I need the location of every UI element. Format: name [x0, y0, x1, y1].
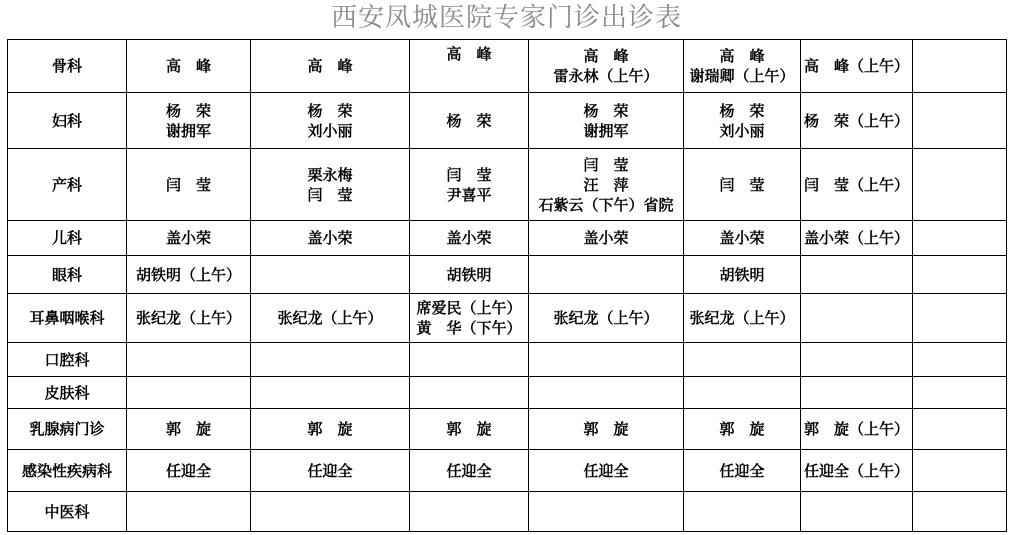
schedule-cell	[251, 93, 410, 149]
table-row	[8, 409, 1007, 450]
doctor-name: 高 峰（上午）	[803, 57, 909, 75]
table-row	[8, 492, 1007, 532]
schedule-cell	[127, 377, 251, 409]
table-row	[8, 294, 1007, 343]
doctor-name: 张纪龙（上午）	[135, 309, 241, 327]
doctor-name: 刘小丽	[307, 121, 353, 140]
schedule-cell	[529, 294, 684, 343]
department-name: 骨科	[51, 57, 82, 75]
table-row	[8, 256, 1007, 294]
schedule-cell	[410, 40, 529, 93]
doctor-name: 盖小荣	[583, 229, 629, 247]
schedule-cell	[529, 492, 684, 532]
department-cell	[8, 40, 127, 93]
doctor-name: 雷永林（上午）	[553, 67, 659, 85]
doctor-name: 郭 旋	[583, 420, 629, 438]
doctor-name: 任迎全	[446, 461, 492, 480]
department-cell	[8, 149, 127, 221]
schedule-cell	[913, 40, 1007, 93]
department-name: 眼科	[51, 265, 82, 284]
doctor-name: 盖小荣	[307, 229, 353, 247]
schedule-cell	[684, 93, 801, 149]
table-row	[8, 450, 1007, 492]
schedule-cell	[127, 256, 251, 294]
doctor-name: 高 峰	[583, 47, 629, 65]
department-name: 皮肤科	[44, 383, 90, 402]
schedule-cell	[913, 294, 1007, 343]
doctor-name: 闫 莹	[446, 165, 492, 184]
schedule-cell	[251, 149, 410, 221]
doctor-name: 郭 旋（上午）	[803, 420, 909, 438]
table-row	[8, 40, 1007, 93]
department-cell	[8, 294, 127, 343]
schedule-cell	[410, 294, 529, 343]
schedule-cell	[684, 450, 801, 492]
doctor-name: 闫 莹	[165, 175, 211, 194]
doctor-name: 闫 莹	[307, 185, 353, 204]
doctor-name: 高 峰	[165, 57, 211, 75]
schedule-cell	[529, 409, 684, 450]
doctor-name: 尹喜平	[446, 185, 492, 204]
schedule-cell	[529, 256, 684, 294]
schedule-cell	[913, 377, 1007, 409]
department-name: 妇科	[51, 111, 82, 130]
schedule-cell	[127, 93, 251, 149]
schedule-cell	[684, 40, 801, 93]
department-cell	[8, 93, 127, 149]
doctor-name: 席爱民（上午）	[416, 299, 522, 317]
schedule-cell	[251, 40, 410, 93]
schedule-cell	[127, 149, 251, 221]
doctor-name: 闫 莹	[719, 175, 765, 194]
schedule-cell	[801, 221, 913, 256]
doctor-name: 盖小荣	[719, 229, 765, 247]
doctor-name: 石紫云（下午）省院	[538, 195, 674, 214]
doctor-name: 盖小荣	[446, 229, 492, 247]
schedule-cell	[251, 294, 410, 343]
department-cell	[8, 256, 127, 294]
schedule-cell	[801, 149, 913, 221]
doctor-name: 高 峰	[307, 57, 353, 75]
schedule-cell	[913, 409, 1007, 450]
schedule-cell	[684, 343, 801, 377]
schedule-cell	[801, 93, 913, 149]
schedule-cell	[684, 409, 801, 450]
schedule-cell	[127, 409, 251, 450]
doctor-name: 杨 荣	[446, 111, 492, 130]
doctor-name: 谢拥军	[583, 121, 629, 140]
schedule-cell	[913, 450, 1007, 492]
department-name: 儿科	[51, 229, 82, 247]
schedule-cell	[684, 377, 801, 409]
schedule-cell	[913, 93, 1007, 149]
schedule-cell	[684, 492, 801, 532]
doctor-name: 郭 旋	[307, 420, 353, 438]
department-cell	[8, 492, 127, 532]
doctor-name: 胡铁明（上午）	[135, 265, 241, 284]
department-cell	[8, 221, 127, 256]
schedule-cell	[127, 450, 251, 492]
department-name: 产科	[51, 175, 82, 194]
department-name: 感染性疾病科	[21, 461, 112, 480]
schedule-cell	[410, 149, 529, 221]
doctor-name: 高 峰	[446, 45, 492, 63]
schedule-cell	[801, 377, 913, 409]
doctor-name: 郭 旋	[446, 420, 492, 438]
schedule-cell	[251, 256, 410, 294]
department-name: 乳腺病门诊	[29, 420, 105, 438]
doctor-name: 胡铁明	[446, 265, 492, 284]
schedule-cell	[251, 409, 410, 450]
page-title: 西安凤城医院专家门诊出诊表	[330, 3, 682, 33]
table-row	[8, 377, 1007, 409]
schedule-cell	[684, 294, 801, 343]
department-cell	[8, 409, 127, 450]
schedule-cell	[913, 492, 1007, 532]
schedule-cell	[529, 221, 684, 256]
schedule-cell	[801, 256, 913, 294]
table-row	[8, 93, 1007, 149]
department-name: 口腔科	[44, 350, 90, 369]
schedule-cell	[529, 40, 684, 93]
schedule-cell	[913, 343, 1007, 377]
schedule-cell	[410, 377, 529, 409]
schedule-cell	[410, 450, 529, 492]
department-cell	[8, 450, 127, 492]
schedule-cell	[410, 93, 529, 149]
doctor-name: 盖小荣	[165, 229, 211, 247]
schedule-table	[7, 39, 1007, 532]
doctor-name: 任迎全	[719, 461, 765, 480]
doctor-name: 张纪龙（上午）	[553, 309, 659, 327]
schedule-cell	[529, 377, 684, 409]
schedule-cell	[801, 294, 913, 343]
department-name: 耳鼻咽喉科	[29, 309, 105, 327]
doctor-name: 闫 莹	[583, 155, 629, 174]
table-row	[8, 343, 1007, 377]
schedule-cell	[251, 221, 410, 256]
schedule-cell	[801, 492, 913, 532]
doctor-name: 胡铁明	[719, 265, 765, 284]
doctor-name: 杨 荣	[165, 101, 211, 120]
schedule-cell	[529, 343, 684, 377]
doctor-name: 张纪龙（上午）	[689, 309, 795, 327]
schedule-cell	[913, 149, 1007, 221]
schedule-cell	[127, 294, 251, 343]
doctor-name: 谢瑞卿（上午）	[689, 67, 795, 85]
doctor-name: 杨 荣	[719, 101, 765, 120]
doctor-name: 张纪龙（上午）	[277, 309, 383, 327]
department-name: 中医科	[44, 502, 90, 521]
schedule-cell	[529, 450, 684, 492]
doctor-name: 任迎全	[165, 461, 211, 480]
schedule-cell	[127, 221, 251, 256]
schedule-cell	[127, 40, 251, 93]
doctor-name: 任迎全（上午）	[803, 461, 909, 480]
table-row	[8, 221, 1007, 256]
schedule-cell	[127, 492, 251, 532]
department-cell	[8, 343, 127, 377]
doctor-name: 盖小荣（上午）	[803, 229, 909, 247]
schedule-cell	[251, 343, 410, 377]
schedule-cell	[801, 343, 913, 377]
doctor-name: 杨 荣	[307, 101, 353, 120]
doctor-name: 任迎全	[307, 461, 353, 480]
doctor-name: 任迎全	[583, 461, 629, 480]
doctor-name: 刘小丽	[719, 121, 765, 140]
table-row	[8, 149, 1007, 221]
schedule-cell	[251, 377, 410, 409]
doctor-name: 汪 萍	[583, 175, 629, 194]
doctor-name: 杨 荣	[583, 101, 629, 120]
doctor-name: 郭 旋	[165, 420, 211, 438]
schedule-cell	[684, 149, 801, 221]
doctor-name: 栗永梅	[307, 165, 353, 184]
schedule-cell	[410, 343, 529, 377]
doctor-name: 闫 莹（上午）	[803, 175, 909, 194]
doctor-name: 杨 荣（上午）	[803, 111, 909, 130]
doctor-name: 高 峰	[719, 47, 765, 65]
doctor-name: 郭 旋	[719, 420, 765, 438]
department-cell	[8, 377, 127, 409]
schedule-cell	[801, 40, 913, 93]
schedule-cell	[684, 221, 801, 256]
schedule-cell	[684, 256, 801, 294]
schedule-cell	[529, 93, 684, 149]
doctor-name: 谢拥军	[165, 121, 211, 140]
schedule-cell	[410, 492, 529, 532]
schedule-cell	[410, 256, 529, 294]
schedule-cell	[410, 221, 529, 256]
schedule-cell	[251, 492, 410, 532]
schedule-cell	[801, 409, 913, 450]
schedule-cell	[127, 343, 251, 377]
schedule-cell	[410, 409, 529, 450]
doctor-name: 黄 华（下午）	[416, 319, 522, 337]
schedule-cell	[529, 149, 684, 221]
schedule-cell	[251, 450, 410, 492]
schedule-cell	[913, 256, 1007, 294]
schedule-cell	[801, 450, 913, 492]
schedule-cell	[913, 221, 1007, 256]
